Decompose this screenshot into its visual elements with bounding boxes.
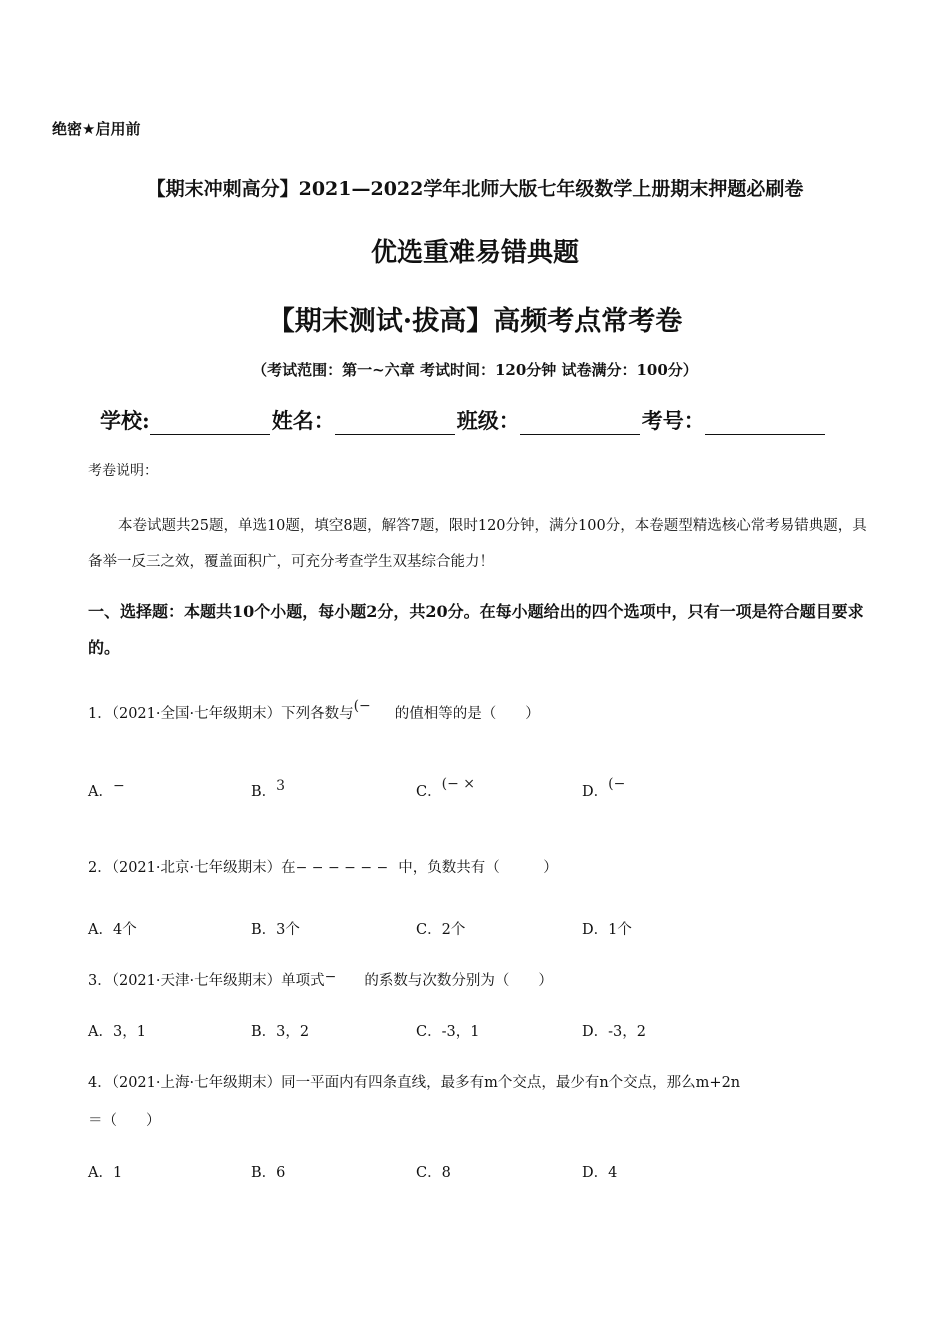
- name-blank[interactable]: [335, 412, 455, 435]
- exam-number-blank[interactable]: [705, 412, 825, 435]
- exam-heading: 【期末测试·拔高】高频考点常考卷: [267, 306, 683, 337]
- option-c[interactable]: C．8: [416, 1165, 451, 1181]
- option-b[interactable]: B．3: [251, 778, 286, 800]
- option-c[interactable]: C．2个: [416, 922, 466, 938]
- option-a[interactable]: A．−: [88, 778, 125, 800]
- option-b[interactable]: B．3个: [251, 922, 300, 938]
- option-a[interactable]: A．4个: [88, 922, 137, 938]
- exam-subtitle: 优选重难易错典题: [370, 238, 579, 268]
- school-blank[interactable]: [150, 412, 270, 435]
- option-a[interactable]: A．1: [88, 1165, 123, 1181]
- question-1: [88, 698, 540, 723]
- exam-scope: （考试范围：第一~六章 考试时间：120分钟 试卷满分：100分）: [252, 361, 698, 379]
- question-3: [88, 969, 553, 990]
- formula: (−: [353, 698, 371, 714]
- question-stem-end: ＝（ ）: [88, 1113, 161, 1129]
- question-stem: 2．（2021·北京·七年级期末）在: [88, 860, 296, 876]
- class-label: 班级：: [456, 408, 520, 433]
- section-title: 一、选择题：本题共10个小题，每小题2分，共20分。在每小题给出的四个选项中，只有一项是符合题目要求的。: [88, 602, 864, 657]
- school-label: 学校:: [100, 408, 150, 433]
- formula: −: [324, 969, 337, 985]
- question-stem-end: 的系数与次数分别为（ ）: [364, 973, 553, 989]
- instructions-label: 考卷说明：: [88, 463, 158, 479]
- question-stem-end: 的值相等的是（ ）: [394, 706, 540, 722]
- question-stem: 4．（2021·上海·七年级期末）同一平面内有四条直线，最多有m个交点，最少有n个交点，那么m+2n: [88, 1075, 741, 1091]
- student-info-line: [100, 405, 827, 435]
- question-stem-end: 中，负数共有（ ）: [398, 860, 558, 876]
- option-a[interactable]: A．3，1: [88, 1024, 146, 1040]
- formula: − − − − − −: [295, 860, 389, 876]
- option-c[interactable]: C．(− ×: [416, 776, 475, 800]
- option-d[interactable]: D．4: [582, 1165, 618, 1181]
- question-2: [88, 856, 558, 877]
- option-d[interactable]: D．(−: [582, 776, 626, 800]
- question-stem: 3．（2021·天津·七年级期末）单项式: [88, 973, 325, 989]
- option-d[interactable]: D．-3，2: [582, 1024, 646, 1040]
- option-c[interactable]: C．-3，1: [416, 1024, 480, 1040]
- name-label: 姓名：: [271, 408, 335, 433]
- question-4: [88, 1071, 740, 1092]
- exam-number-label: 考号：: [641, 408, 705, 433]
- option-b[interactable]: B．6: [251, 1165, 286, 1181]
- confidential-label: 绝密★启用前: [52, 120, 141, 138]
- instructions-text: 本卷试题共25题，单选10题，填空8题，解答7题，限时120分钟，满分100分，本卷题型精选核心常考易错典题，具备举一反三之效，覆盖面积广，可充分考查学生双基综合能力！: [88, 518, 867, 570]
- question-stem: 1．（2021·全国·七年级期末）下列各数与: [88, 706, 354, 722]
- option-d[interactable]: D．1个: [582, 922, 632, 938]
- option-b[interactable]: B．3，2: [251, 1024, 310, 1040]
- class-blank[interactable]: [520, 412, 640, 435]
- question-4-line2: [88, 1109, 161, 1130]
- exam-title: 【期末冲刺高分】2021—2022学年北师大版七年级数学上册期末押题必刷卷: [146, 178, 804, 200]
